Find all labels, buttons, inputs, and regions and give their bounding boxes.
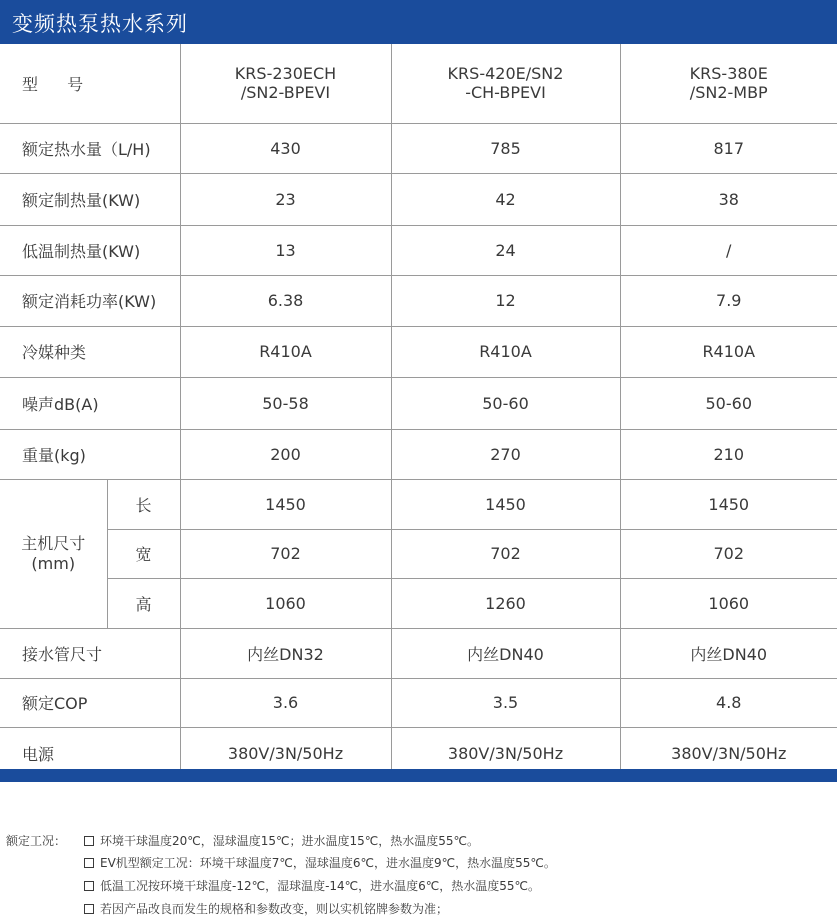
note-line (84, 854, 556, 871)
table-cell: 702 (391, 529, 620, 578)
note-text: EV机型额定工况：环境干球温度7℃，湿球温度6℃，进水温度9℃，热水温度55℃。 (100, 856, 556, 870)
table-row-refrigerant (0, 326, 837, 377)
checkbox-icon (84, 836, 94, 846)
table-cell: 6.38 (180, 275, 391, 326)
dimension-label-line2: (mm) (31, 553, 76, 573)
table-cell: 1260 (391, 578, 620, 628)
table-cell: 1450 (180, 479, 391, 529)
table-cell: R410A (620, 326, 837, 377)
page-header (0, 0, 837, 44)
checkbox-icon (84, 881, 94, 891)
row-label: 额定制热量(KW) (0, 173, 180, 225)
table-cell: 23 (180, 173, 391, 225)
row-label-dimensions (0, 479, 107, 628)
table-cell: 270 (391, 429, 620, 479)
row-label: 低温制热量(KW) (0, 225, 180, 275)
model-cell-3 (620, 44, 837, 123)
note-text: 低温工况按环境干球温度-12℃，湿球温度-14℃，进水温度6℃，热水温度55℃。 (100, 879, 541, 893)
table-cell: 50-60 (391, 377, 620, 429)
table-cell: 3.6 (180, 678, 391, 727)
note-line (84, 877, 540, 894)
row-label: 电源 (0, 727, 180, 779)
table-row-cop (0, 678, 837, 727)
table-cell: R410A (180, 326, 391, 377)
row-label-model: 型 号 (0, 44, 180, 123)
row-label: 冷媒种类 (0, 326, 180, 377)
note-text: 环境干球温度20℃，湿球温度15℃；进水温度15℃，热水温度55℃。 (100, 834, 479, 848)
table-cell: 38 (620, 173, 837, 225)
table-cell: R410A (391, 326, 620, 377)
table-cell: 1450 (620, 479, 837, 529)
table-cell: 430 (180, 123, 391, 173)
table-cell: 200 (180, 429, 391, 479)
table-cell: 42 (391, 173, 620, 225)
table-row-model (0, 44, 837, 123)
sub-label-length: 长 (107, 479, 180, 529)
model-name-line2: /SN2-MBP (689, 83, 768, 103)
table-row-weight (0, 429, 837, 479)
table-cell: 内丝DN40 (620, 628, 837, 678)
table-cell: 1060 (620, 578, 837, 628)
table-cell: 702 (620, 529, 837, 578)
table-row-power (0, 275, 837, 326)
row-label: 噪声dB(A) (0, 377, 180, 429)
row-label: 额定热水量（L/H) (0, 123, 180, 173)
table-cell: 7.9 (620, 275, 837, 326)
table-cell: 380V/3N/50Hz (620, 727, 837, 779)
checkbox-icon (84, 904, 94, 914)
note-line (84, 900, 448, 917)
table-row-pipe-size (0, 628, 837, 678)
table-cell: 13 (180, 225, 391, 275)
notes-heading: 额定工况： (6, 834, 67, 848)
sub-label-height: 高 (107, 578, 180, 628)
note-line (84, 832, 479, 849)
model-name-line1: KRS-380E (689, 64, 768, 84)
table-cell: 1060 (180, 578, 391, 628)
table-row-dim-length (0, 479, 837, 529)
table-cell: 3.5 (391, 678, 620, 727)
table-row-low-temp-heating (0, 225, 837, 275)
row-label: 额定COP (0, 678, 180, 727)
table-cell: 24 (391, 225, 620, 275)
table-cell: 12 (391, 275, 620, 326)
dimension-label-line1: 主机尺寸 (21, 533, 86, 553)
sub-label-width: 宽 (107, 529, 180, 578)
table-cell: 702 (180, 529, 391, 578)
model-name-line2: /SN2-BPEVI (240, 83, 331, 103)
model-cell-2 (391, 44, 620, 123)
table-row-dim-height (0, 578, 837, 628)
table-cell: 50-60 (620, 377, 837, 429)
checkbox-icon (84, 858, 94, 868)
spec-table (0, 44, 837, 780)
table-cell: 1450 (391, 479, 620, 529)
table-cell: 380V/3N/50Hz (180, 727, 391, 779)
page-title: 变频热泵热水系列 (12, 12, 188, 36)
table-row-rated-heating (0, 173, 837, 225)
table-cell: 210 (620, 429, 837, 479)
row-label: 接水管尺寸 (0, 628, 180, 678)
table-row-noise (0, 377, 837, 429)
model-name-line2: -CH-BPEVI (465, 83, 546, 103)
row-label: 重量(kg) (0, 429, 180, 479)
table-cell: / (620, 225, 837, 275)
table-cell: 785 (391, 123, 620, 173)
table-cell: 50-58 (180, 377, 391, 429)
table-cell: 内丝DN40 (391, 628, 620, 678)
model-name-line1: KRS-420E/SN2 (447, 64, 564, 84)
table-cell: 4.8 (620, 678, 837, 727)
note-text: 若因产品改良而发生的规格和参数改变，则以实机铭牌参数为准； (100, 902, 449, 916)
model-cell-1 (180, 44, 391, 123)
row-label: 额定消耗功率(KW) (0, 275, 180, 326)
model-name-line1: KRS-230ECH (234, 64, 337, 84)
table-row-dim-width (0, 529, 837, 578)
table-cell: 内丝DN32 (180, 628, 391, 678)
table-cell: 380V/3N/50Hz (391, 727, 620, 779)
table-row-rated-hot-water (0, 123, 837, 173)
table-cell: 817 (620, 123, 837, 173)
bottom-divider-bar (0, 769, 837, 782)
